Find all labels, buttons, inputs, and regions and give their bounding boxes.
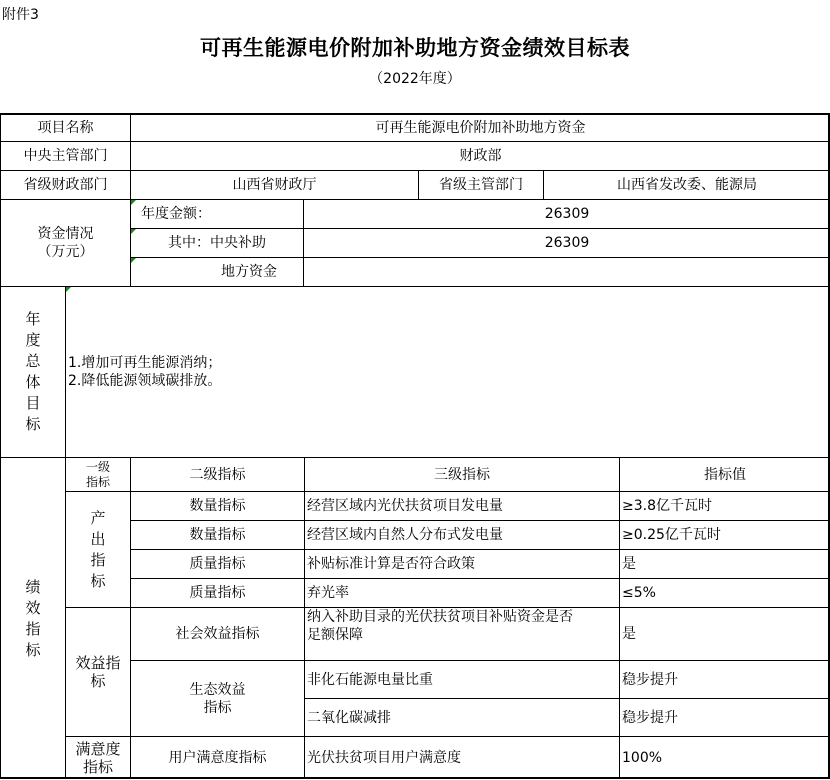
annual-goal-label: 年 度 总 体 目 标: [0, 286, 65, 457]
value-cell[interactable]: ≥3.8亿千瓦时: [619, 491, 830, 520]
value-cell[interactable]: 是: [619, 549, 830, 578]
level3-cell: 非化石能源电量比重: [304, 660, 619, 698]
level3-cell: 补贴标准计算是否符合政策: [304, 549, 619, 578]
level3-cell: 纳入补助目录的光伏扶贫项目补贴资金是否 足额保障: [304, 607, 619, 660]
annual-goal-line-1: 1.增加可再生能源消纳；: [68, 355, 222, 371]
attachment-label: 附件3: [2, 7, 39, 23]
header-value: 指标值: [619, 457, 830, 491]
funds-label-line2: （万元）: [37, 244, 94, 260]
central-subsidy-value[interactable]: 26309: [303, 228, 830, 257]
value-cell[interactable]: ≥0.25亿千瓦时: [619, 520, 830, 549]
annual-goal-line-2: 2.降低能源领域碳排放。: [68, 373, 222, 389]
central-dept-label: 中央主管部门: [0, 141, 130, 170]
page-title: 可再生能源电价附加补助地方资金绩效目标表: [200, 35, 630, 60]
level3-cell: 二氧化碳减排: [304, 698, 619, 736]
level2-cell: 数量指标: [130, 520, 304, 549]
level2-cell: 社会效益指标: [130, 607, 304, 660]
header-level2: 二级指标: [130, 457, 304, 491]
level2-cell: 用户满意度指标: [130, 736, 304, 779]
annual-goal-content[interactable]: [65, 286, 830, 457]
header-level1: 一级 指标: [65, 457, 130, 491]
provincial-finance-value[interactable]: 山西省财政厅: [130, 170, 418, 199]
level2-cell: 生态效益 指标: [130, 660, 304, 736]
comment-marker-icon[interactable]: [131, 229, 136, 234]
value-cell[interactable]: 稳步提升: [619, 698, 830, 736]
group-benefit-label: 效益指 标: [65, 607, 130, 736]
comment-marker-icon[interactable]: [131, 258, 136, 263]
funds-label: [0, 199, 130, 286]
value-cell[interactable]: 稳步提升: [619, 660, 830, 698]
page-subtitle: （2022年度）: [369, 71, 461, 87]
project-name-value[interactable]: 可再生能源电价附加补助地方资金: [130, 113, 830, 141]
group-satisfaction-label: 满意度 指标: [65, 736, 130, 779]
level2-cell: 质量指标: [130, 549, 304, 578]
level3-cell: 光伏扶贫项目用户满意度: [304, 736, 619, 779]
comment-marker-icon[interactable]: [131, 200, 136, 205]
level2-cell: 质量指标: [130, 578, 304, 607]
central-subsidy-label: 其中：中央补助: [130, 228, 303, 257]
performance-label: 绩 效 指 标: [0, 457, 65, 779]
funds-label-line1: 资金情况: [37, 226, 94, 242]
central-dept-value[interactable]: 财政部: [130, 141, 830, 170]
annual-amount-label: 年度金额：: [130, 199, 303, 228]
level3-cell: 经营区域内光伏扶贫项目发电量: [304, 491, 619, 520]
comment-marker-icon[interactable]: [66, 287, 71, 292]
level2-cell: 数量指标: [130, 491, 304, 520]
value-cell[interactable]: ≤5%: [619, 578, 830, 607]
provincial-dept-value[interactable]: 山西省发改委、能源局: [543, 170, 830, 199]
header-level3: 三级指标: [304, 457, 619, 491]
provincial-finance-label: 省级财政部门: [0, 170, 130, 199]
local-funds-value[interactable]: [303, 257, 830, 286]
project-name-label: 项目名称: [0, 113, 130, 141]
provincial-dept-label: 省级主管部门: [418, 170, 543, 199]
annual-amount-value[interactable]: 26309: [303, 199, 830, 228]
group-output-label: 产 出 指 标: [65, 491, 130, 607]
value-cell[interactable]: 100%: [619, 736, 830, 779]
local-funds-label: 地方资金: [130, 257, 303, 286]
value-cell[interactable]: 是: [619, 607, 830, 660]
level3-cell: 弃光率: [304, 578, 619, 607]
level3-cell: 经营区域内自然人分布式发电量: [304, 520, 619, 549]
